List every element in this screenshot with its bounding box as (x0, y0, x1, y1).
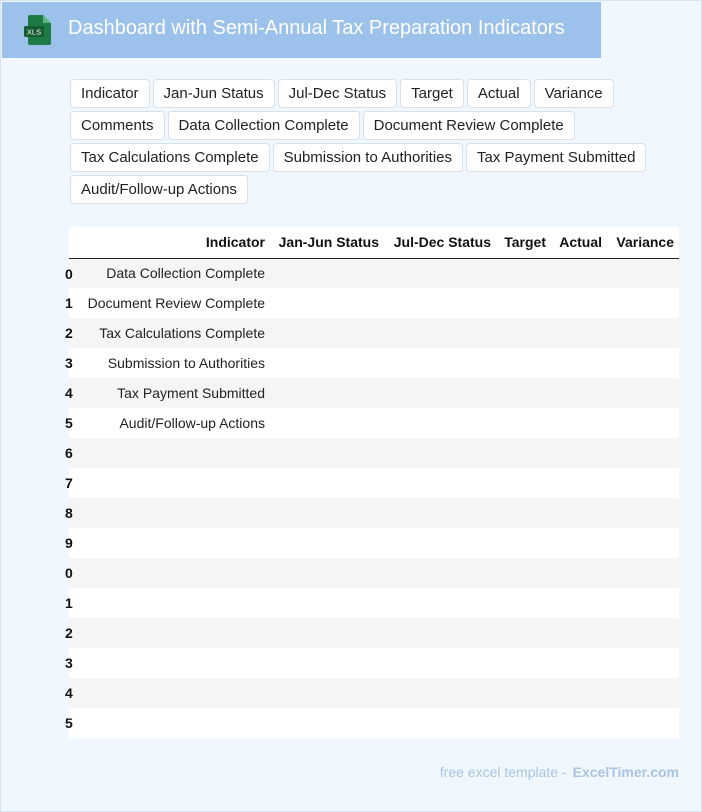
indicator-cell[interactable]: Data Collection Complete (75, 258, 270, 288)
table-row (69, 288, 679, 318)
table-cell[interactable] (270, 468, 384, 498)
table-cell[interactable] (551, 648, 607, 678)
table-cell[interactable] (551, 708, 607, 738)
row-index-cell (65, 648, 75, 678)
table-row (69, 588, 679, 618)
table-row (69, 378, 679, 408)
row-index: 0 (65, 565, 73, 581)
table-cell[interactable] (270, 408, 384, 438)
row-index: 4 (65, 385, 73, 401)
table-row (69, 558, 679, 588)
indicator-table-container (65, 227, 679, 738)
table-cell[interactable] (384, 528, 496, 558)
table-cell[interactable] (607, 528, 679, 558)
row-index-cell (65, 528, 75, 558)
row-index: 6 (65, 445, 73, 461)
indicator-cell[interactable] (75, 678, 270, 708)
indicator-cell[interactable] (75, 648, 270, 678)
table-cell[interactable] (607, 618, 679, 648)
table-cell[interactable] (270, 318, 384, 348)
table-row (69, 438, 679, 468)
table-cell[interactable] (607, 288, 679, 318)
row-index-cell (65, 288, 75, 318)
indicator-cell[interactable] (75, 498, 270, 528)
indicator-chip[interactable]: Submission to Authorities (273, 143, 463, 172)
table-cell[interactable] (551, 528, 607, 558)
indicator-chip[interactable]: Jul-Dec Status (278, 79, 398, 108)
table-cell[interactable] (496, 588, 551, 618)
table-cell[interactable] (384, 408, 496, 438)
table-cell[interactable] (551, 558, 607, 588)
table-cell[interactable] (270, 378, 384, 408)
table-cell[interactable] (607, 348, 679, 378)
row-index: 8 (65, 505, 73, 521)
table-cell[interactable] (607, 378, 679, 408)
table-cell[interactable] (496, 348, 551, 378)
row-index: 5 (65, 415, 73, 431)
table-cell[interactable] (270, 708, 384, 738)
table-cell[interactable] (551, 258, 607, 288)
table-cell[interactable] (607, 318, 679, 348)
table-cell[interactable] (551, 348, 607, 378)
row-index-cell (65, 498, 75, 528)
table-cell[interactable] (384, 558, 496, 588)
table-row (69, 618, 679, 648)
table-cell[interactable] (551, 498, 607, 528)
row-index-cell (65, 348, 75, 378)
table-cell[interactable] (551, 318, 607, 348)
row-index-cell (65, 468, 75, 498)
footer-credit (440, 764, 679, 780)
row-index-cell (65, 258, 75, 288)
indicator-chip[interactable]: Target (400, 79, 464, 108)
row-index-cell (65, 558, 75, 588)
row-index: 0 (65, 265, 73, 282)
table-cell[interactable] (496, 408, 551, 438)
table-cell[interactable] (607, 708, 679, 738)
column-header[interactable]: Actual (551, 227, 607, 258)
column-header[interactable]: Jan-Jun Status (270, 227, 384, 258)
table-cell[interactable] (270, 498, 384, 528)
table-cell[interactable] (496, 468, 551, 498)
indicator-chip[interactable]: Indicator (70, 79, 150, 108)
table-cell[interactable] (270, 618, 384, 648)
row-index: 1 (65, 595, 73, 611)
indicator-chip[interactable]: Variance (534, 79, 614, 108)
indicator-cell[interactable]: Submission to Authorities (75, 348, 270, 378)
indicator-cell[interactable] (75, 588, 270, 618)
row-index: 2 (65, 325, 73, 341)
table-cell[interactable] (384, 468, 496, 498)
indicator-chip-list (70, 79, 670, 204)
table-row (69, 348, 679, 378)
table-row (69, 528, 679, 558)
table-cell[interactable] (607, 558, 679, 588)
table-cell[interactable] (607, 678, 679, 708)
table-cell[interactable] (270, 678, 384, 708)
table-cell[interactable] (270, 258, 384, 288)
table-body (65, 258, 679, 738)
table-cell[interactable] (496, 678, 551, 708)
row-index: 2 (65, 625, 73, 641)
table-cell[interactable] (607, 258, 679, 288)
row-index-cell (65, 318, 75, 348)
row-index-cell (65, 708, 75, 738)
indicator-cell[interactable] (75, 708, 270, 738)
indicator-table (65, 227, 679, 738)
indicator-cell[interactable] (75, 438, 270, 468)
excel-file-icon (24, 14, 52, 46)
indicator-chip[interactable]: Comments (70, 111, 165, 140)
table-cell[interactable] (384, 288, 496, 318)
row-index: 9 (65, 535, 73, 551)
indicator-cell[interactable] (75, 558, 270, 588)
table-cell[interactable] (496, 378, 551, 408)
row-index-cell (65, 618, 75, 648)
column-header[interactable]: Target (496, 227, 551, 258)
table-cell[interactable] (551, 468, 607, 498)
indicator-chip[interactable]: Audit/Follow-up Actions (70, 175, 248, 204)
row-index-cell (65, 588, 75, 618)
table-cell[interactable] (496, 528, 551, 558)
table-cell[interactable] (551, 588, 607, 618)
row-index-cell (65, 438, 75, 468)
table-cell[interactable] (607, 408, 679, 438)
table-cell[interactable] (607, 588, 679, 618)
indicator-cell[interactable]: Document Review Complete (75, 288, 270, 318)
table-cell[interactable] (384, 318, 496, 348)
row-index-cell (65, 408, 75, 438)
indicator-chip[interactable]: Document Review Complete (363, 111, 575, 140)
row-index: 3 (65, 355, 73, 371)
row-index: 3 (65, 655, 73, 671)
table-cell[interactable] (496, 648, 551, 678)
row-index: 5 (65, 715, 73, 731)
indicator-chip[interactable]: Tax Calculations Complete (70, 143, 270, 172)
row-index: 4 (65, 685, 73, 701)
table-cell[interactable] (384, 258, 496, 288)
table-cell[interactable] (384, 648, 496, 678)
table-cell[interactable] (607, 648, 679, 678)
table-cell[interactable] (496, 288, 551, 318)
page-title: Dashboard with Semi-Annual Tax Preparation Indicators (68, 17, 565, 39)
table-cell[interactable] (384, 378, 496, 408)
indicator-chip[interactable]: Jan-Jun Status (153, 79, 275, 108)
table-row (69, 408, 679, 438)
table-cell[interactable] (270, 558, 384, 588)
table-cell[interactable] (384, 348, 496, 378)
table-cell[interactable] (496, 318, 551, 348)
table-cell[interactable] (384, 438, 496, 468)
indicator-cell[interactable] (75, 528, 270, 558)
column-header[interactable]: Indicator (75, 227, 270, 258)
table-cell[interactable] (496, 618, 551, 648)
header-bar (2, 2, 601, 58)
table-cell[interactable] (607, 498, 679, 528)
table-header-row (69, 227, 679, 258)
table-cell[interactable] (496, 558, 551, 588)
table-row (69, 468, 679, 498)
footer-text: free excel template - (439, 764, 567, 780)
indicator-cell[interactable]: Audit/Follow-up Actions (75, 408, 270, 438)
table-cell[interactable] (384, 588, 496, 618)
table-cell[interactable] (607, 438, 679, 468)
table-cell[interactable] (496, 498, 551, 528)
indicator-chip[interactable]: Tax Payment Submitted (466, 143, 646, 172)
row-index: 1 (65, 295, 73, 311)
table-row (69, 258, 679, 288)
table-cell[interactable] (551, 438, 607, 468)
table-cell[interactable] (384, 498, 496, 528)
table-cell[interactable] (384, 708, 496, 738)
table-cell[interactable] (551, 618, 607, 648)
table-cell[interactable] (607, 468, 679, 498)
table-row (69, 648, 679, 678)
footer-brand-link[interactable]: ExcelTimer.com (572, 764, 679, 780)
table-row (69, 708, 679, 738)
indicator-cell[interactable]: Tax Calculations Complete (75, 318, 270, 348)
row-index: 7 (65, 475, 73, 491)
row-index-cell (65, 678, 75, 708)
table-cell[interactable] (270, 588, 384, 618)
table-cell[interactable] (270, 528, 384, 558)
indicator-chip[interactable]: Actual (467, 79, 531, 108)
column-header[interactable]: Variance (607, 227, 679, 258)
table-cell[interactable] (496, 258, 551, 288)
table-cell[interactable] (384, 678, 496, 708)
column-header[interactable]: Jul-Dec Status (384, 227, 496, 258)
indicator-cell[interactable]: Tax Payment Submitted (75, 378, 270, 408)
indicator-cell[interactable] (75, 468, 270, 498)
row-index-cell (65, 378, 75, 408)
table-cell[interactable] (496, 438, 551, 468)
table-row (69, 498, 679, 528)
xls-icon-label: XLS (26, 27, 42, 37)
table-cell[interactable] (270, 348, 384, 378)
table-cell[interactable] (270, 438, 384, 468)
table-cell[interactable] (270, 288, 384, 318)
table-cell[interactable] (270, 648, 384, 678)
table-cell[interactable] (496, 708, 551, 738)
table-cell[interactable] (384, 618, 496, 648)
indicator-chip[interactable]: Data Collection Complete (168, 111, 360, 140)
table-cell[interactable] (551, 288, 607, 318)
indicator-cell[interactable] (75, 618, 270, 648)
table-cell[interactable] (551, 408, 607, 438)
table-row (69, 318, 679, 348)
table-row (69, 678, 679, 708)
table-cell[interactable] (551, 678, 607, 708)
table-cell[interactable] (551, 378, 607, 408)
